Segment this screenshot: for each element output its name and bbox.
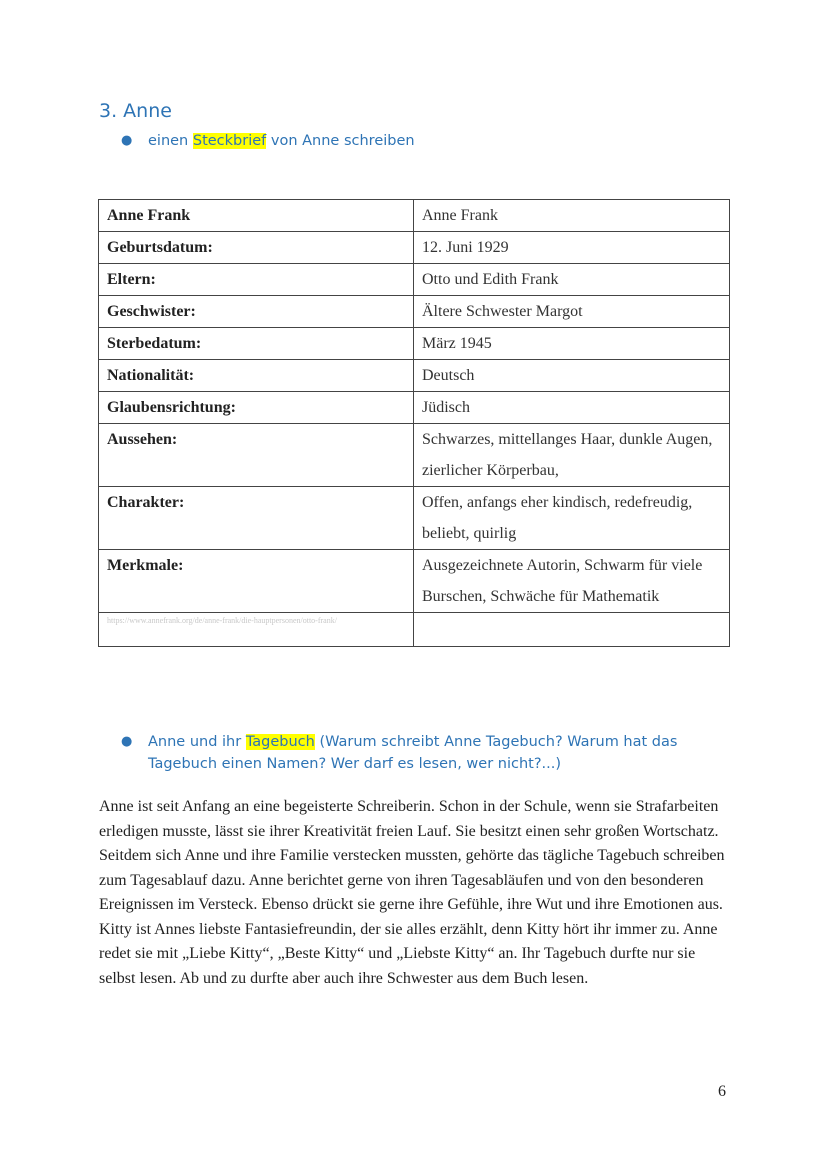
row-value: März 1945 bbox=[414, 328, 730, 360]
bullet-steckbrief bbox=[121, 130, 721, 152]
row-value: Ausgezeichnete Autorin, Schwarm für viele Burschen, Schwäche für Mathematik bbox=[414, 550, 730, 613]
row-value: Ältere Schwester Margot bbox=[414, 296, 730, 328]
table-row bbox=[99, 200, 730, 232]
row-value: Jüdisch bbox=[414, 392, 730, 424]
row-label: Aussehen: bbox=[99, 424, 414, 487]
bullet-text bbox=[148, 731, 701, 775]
table-row-source bbox=[99, 613, 730, 647]
table-row bbox=[99, 424, 730, 487]
row-label: Charakter: bbox=[99, 487, 414, 550]
row-label: Nationalität: bbox=[99, 360, 414, 392]
row-label: Glaubensrichtung: bbox=[99, 392, 414, 424]
row-label: Merkmale: bbox=[99, 550, 414, 613]
table-row bbox=[99, 296, 730, 328]
bullet-text bbox=[148, 130, 721, 152]
section-heading: 3. Anne bbox=[99, 100, 172, 122]
page-number: 6 bbox=[718, 1083, 726, 1100]
row-value: Schwarzes, mittellanges Haar, dunkle Augen, zierlicher Körperbau, bbox=[414, 424, 730, 487]
source-value bbox=[414, 613, 730, 647]
table-row bbox=[99, 232, 730, 264]
row-label: Sterbedatum: bbox=[99, 328, 414, 360]
bullet-tagebuch bbox=[121, 731, 701, 775]
row-value: 12. Juni 1929 bbox=[414, 232, 730, 264]
row-label: Anne Frank bbox=[99, 200, 414, 232]
row-label: Geschwister: bbox=[99, 296, 414, 328]
table-row bbox=[99, 487, 730, 550]
bullet-text-post: von Anne schreiben bbox=[266, 133, 415, 149]
row-value: Anne Frank bbox=[414, 200, 730, 232]
table-row bbox=[99, 360, 730, 392]
bullet-text-post: (Warum schreibt Anne Tagebuch? Warum hat das Tagebuch einen Namen? Wer darf es lesen, wer nicht?...) bbox=[148, 734, 678, 772]
table-row bbox=[99, 550, 730, 613]
bullet-text-pre: Anne und ihr bbox=[148, 734, 246, 750]
row-label: Eltern: bbox=[99, 264, 414, 296]
bullet-text-pre: einen bbox=[148, 133, 193, 149]
body-paragraph: Anne ist seit Anfang an eine begeisterte Schreiberin. Schon in der Schule, wenn sie Strafarbeiten erledigen musste, lässt sie ihrer Kreativität freien Lauf. Sie besitzt einen sehr großen Wortschatz. Seitdem sich Anne und ihre Familie verstecken mussten, gehörte das tägliche Tagebuch schreiben zum Tagesablauf dazu. Anne berichtet gerne von ihren Tagesabläufen und von den besonderen Ereignissen im Versteck. Ebenso drückt sie gerne ihre Gefühle, ihre Wut und ihre Emotionen aus. Kitty ist Annes liebste Fantasiefreundin, der sie alles erzählt, denn Kitty hört ihr immer zu. Anne redet sie mit „Liebe Kitty“, „Beste Kitty“ und „Liebste Kitty“ an. Ihr Tagebuch durfte nur sie selbst lesen. Ab und zu durfte aber auch ihre Schwester aus dem Buch lesen. bbox=[99, 798, 725, 987]
bullet-dot-icon: ● bbox=[121, 133, 133, 148]
row-value: Deutsch bbox=[414, 360, 730, 392]
bullet-dot-icon: ● bbox=[121, 734, 133, 749]
source-link[interactable]: https://www.annefrank.org/de/anne-frank/die-hauptpersonen/otto-frank/ bbox=[99, 613, 414, 647]
table-row bbox=[99, 328, 730, 360]
table-row bbox=[99, 392, 730, 424]
row-label: Geburtsdatum: bbox=[99, 232, 414, 264]
profile-table bbox=[98, 199, 730, 647]
row-value: Otto und Edith Frank bbox=[414, 264, 730, 296]
highlighted-word: Steckbrief bbox=[192, 133, 267, 149]
table-row bbox=[99, 264, 730, 296]
highlighted-word: Tagebuch bbox=[245, 734, 315, 750]
row-value: Offen, anfangs eher kindisch, redefreudig, beliebt, quirlig bbox=[414, 487, 730, 550]
